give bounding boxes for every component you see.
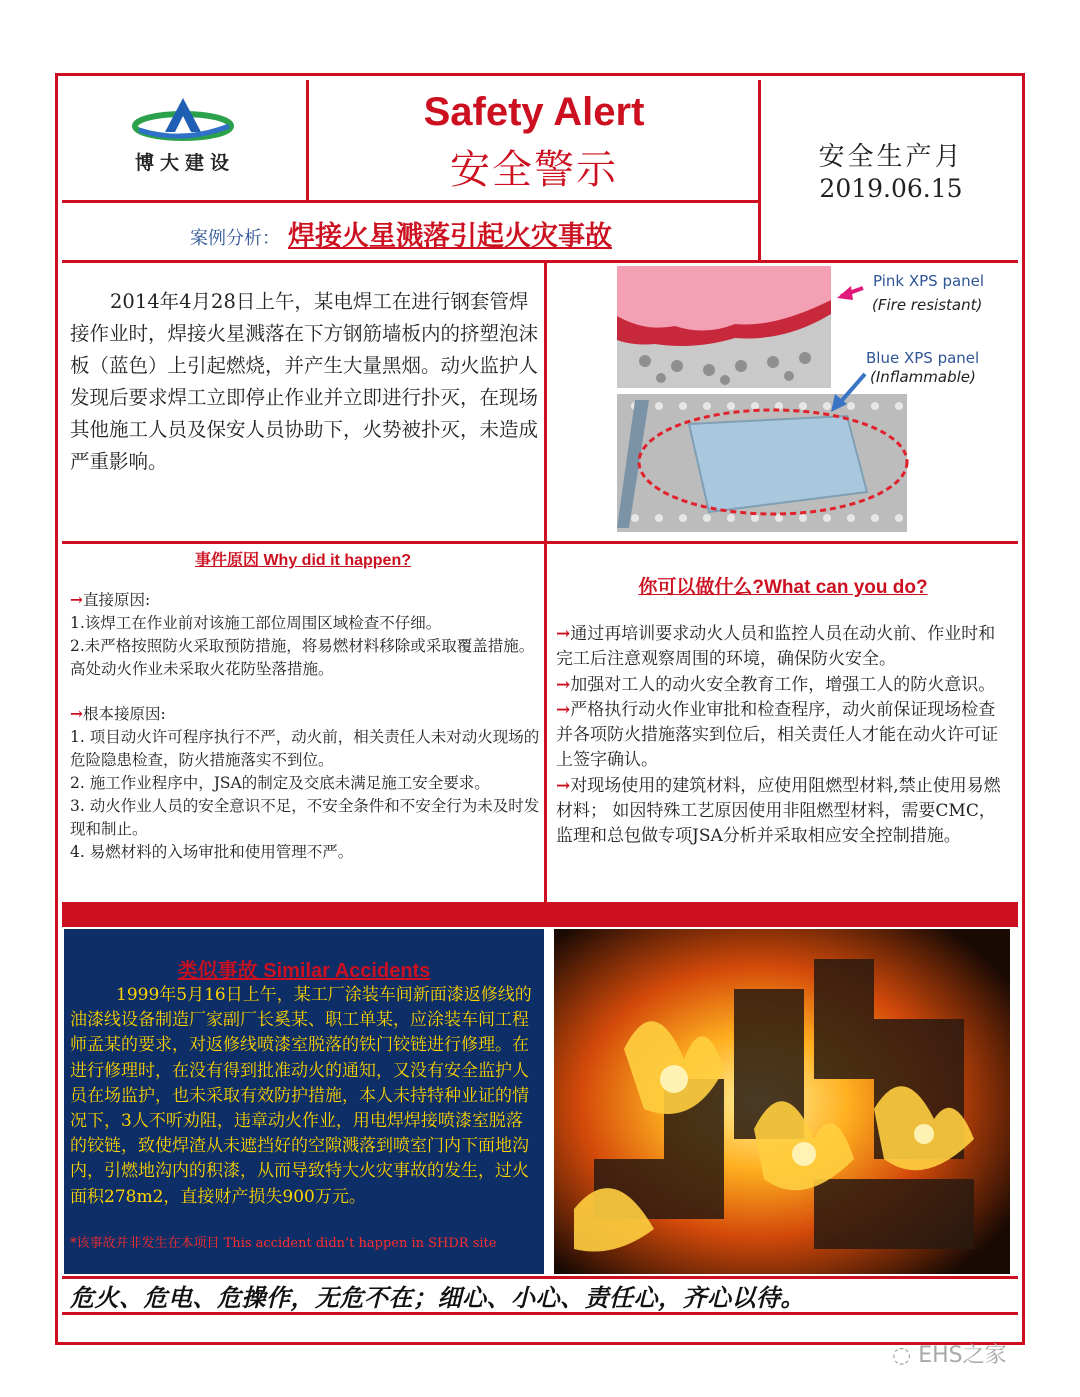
event-name: 安全生产月 xyxy=(818,142,964,172)
causes-content xyxy=(70,588,540,864)
company-logo xyxy=(125,92,245,152)
arrow-icon: → xyxy=(556,624,571,644)
root-cause-item: 1. 项目动火许可程序执行不严，动火前，相关责任人未对动火现场的危险隐患检查，防火措施落实不到位。 xyxy=(70,728,540,769)
title-english: Safety Alert xyxy=(423,90,645,134)
divider xyxy=(62,260,1018,263)
action-item: →对现场使用的建筑材料，应使用阻燃型材料,禁止使用易燃材料； 如因特殊工艺原因使用非阻燃型材料，需要CMC，监理和总包做专项JSA分析并采取相应安全控制措施。 xyxy=(556,775,1001,847)
fire-illustration xyxy=(554,929,1010,1274)
red-band xyxy=(62,902,1018,927)
logo-icon xyxy=(125,92,245,148)
watermark: ◌ EHS之家 xyxy=(892,1343,1007,1368)
blue-panel-label: Blue XPS panel xyxy=(866,349,980,367)
root-cause-item: 3. 动火作业人员的安全意识不足，不安全条件和不安全行为未及时发现和制止。 xyxy=(70,797,540,838)
fire-photo xyxy=(554,929,1010,1274)
arrow-icon: → xyxy=(70,704,83,723)
similar-accidents-title: 类似事故 Similar Accidents xyxy=(177,960,431,982)
pink-panel-note: (Fire resistant) xyxy=(872,296,983,314)
arrow-icon: → xyxy=(556,699,571,720)
causes-title: 事件原因 Why did it happen? xyxy=(195,552,411,569)
root-cause-item: 2. 施工作业程序中，JSA的制定及交底未满足施工安全要求。 xyxy=(70,774,490,792)
divider xyxy=(62,541,1018,544)
action-item: →严格执行动火作业审批和检查程序，动火前保证现场检查并各项防火措施落实到位后，相关责任人才能在动火许可证上签字确认。 xyxy=(556,699,998,771)
arrow-icon: → xyxy=(70,590,83,609)
direct-cause-item: 2.未严格按照防火采取预防措施，将易燃材料移除或采取覆盖措施。高处动火作业未采取火花防坠落措施。 xyxy=(70,637,535,678)
incident-description: 2014年4月28日上午，某电焊工在进行钢套管焊接作业时，焊接火星溅落在下方钢筋墙板内的挤塑泡沫板（蓝色）上引起燃烧，并产生大量黑烟。动火监护人发现后要求焊工立即停止作业并立即进行扑灭，在现场其他施工人员及保安人员协助下，火势被扑灭，未造成严重影响。 xyxy=(70,290,539,473)
actions-content xyxy=(556,622,1012,850)
direct-cause-heading: →直接原因: xyxy=(70,590,151,609)
logo-text: 博大建设 xyxy=(134,152,235,174)
divider xyxy=(544,262,547,902)
similar-accident-text: 1999年5月16日上午，某工厂涂装车间新面漆返修线的油漆线设备制造厂家副厂长奚某、职工单某，应涂装车间工程师孟某的要求，对返修线喷漆室脱落的铁门铰链进行修理。在进行修理时，在没有得到批准动火的通知，又没有安全监护人员在场监护，也未采取有效防护措施，本人未持特种业证的情况下，3人不听劝阻，违章动火作业，用电焊焊接喷漆室脱落的铰链，致使焊渣从未遮挡好的空隙溅落到喷室门内下面地沟内，引燃地沟内的积漆，从而导致特大火灾事故的发生，过火面积278m2，直接财产损失900万元。 xyxy=(70,985,532,1207)
divider xyxy=(62,200,760,203)
blue-panel-note: (Inflammable) xyxy=(870,368,976,386)
arrow-icon: → xyxy=(556,674,571,695)
root-cause-item: 4. 易燃材料的入场审批和使用管理不严。 xyxy=(70,843,354,861)
case-title: 焊接火星溅落引起火灾事故 xyxy=(288,221,612,252)
pink-panel-label: Pink XPS panel xyxy=(873,272,985,290)
safety-slogan: 危火、危电、危操作，无危不在；细心、小心、责任心，齐心以待。 xyxy=(70,1283,805,1312)
actions-title: 你可以做什么?What can you do? xyxy=(638,577,928,598)
case-label: 案例分析： xyxy=(190,228,280,249)
wechat-icon: ◌ xyxy=(892,1343,919,1368)
title-chinese: 安全警示 xyxy=(450,147,618,193)
similar-accident-note: *该事故并非发生在本项目 This accident didn’t happen in SHDR site xyxy=(70,1236,497,1251)
action-item: →加强对工人的动火安全教育工作，增强工人的防火意识。 xyxy=(556,674,996,695)
arrow-icon: → xyxy=(556,775,571,796)
root-cause-heading: →根本接原因: xyxy=(70,704,166,723)
action-item: →通过再培训要求动火人员和监控人员在动火前、作业时和完工后注意观察周围的环境，确保防火安全。 xyxy=(556,624,996,670)
event-date: 2019.06.15 xyxy=(819,174,963,203)
direct-cause-item: 1.该焊工在作业前对该施工部位周围区域检查不仔细。 xyxy=(70,614,442,632)
